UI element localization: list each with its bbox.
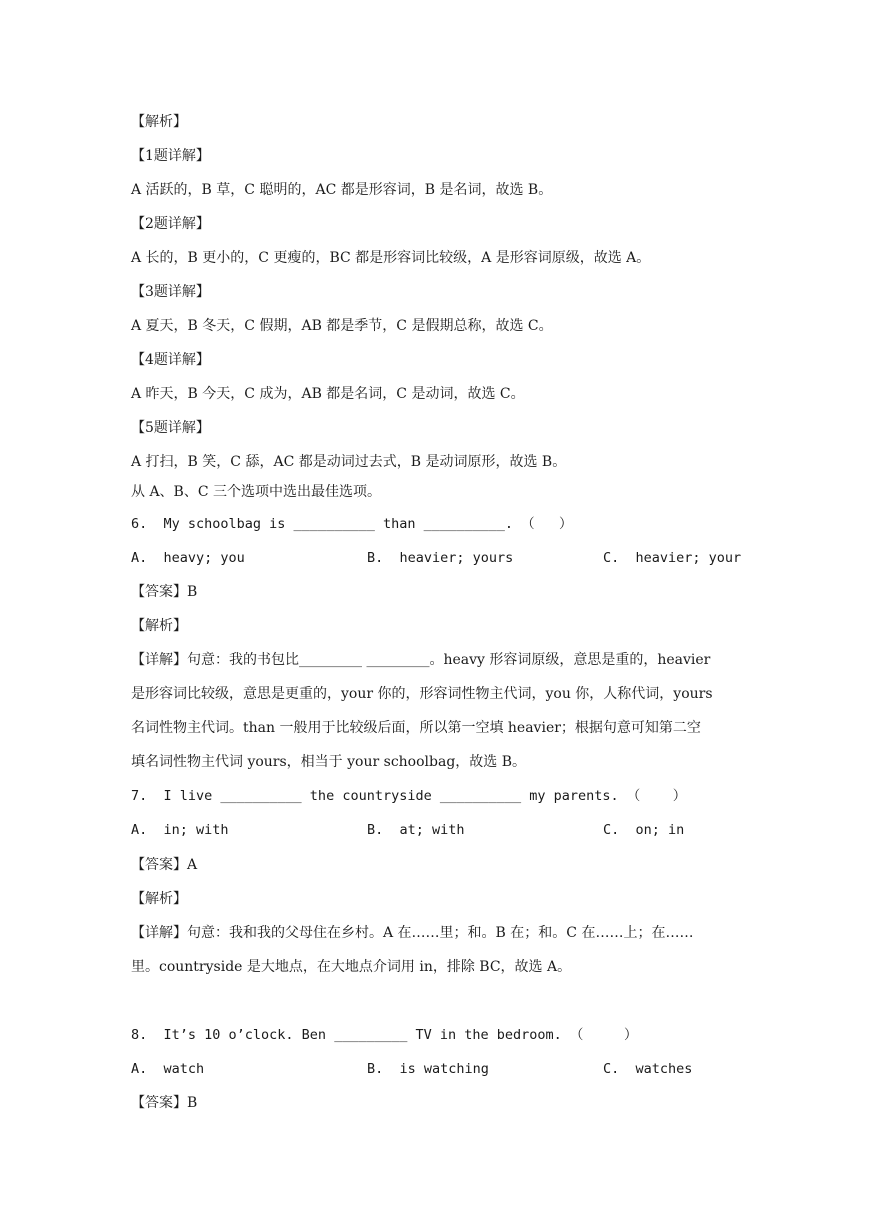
instruction: 从 A、B、C 三个选项中选出最佳选项。 [131, 484, 382, 500]
question-7-stem: 7. I live __________ the countryside __________ my parents. （ ） [131, 788, 687, 804]
question-7-detail-line: 【详解】句意：我和我的父母住在乡村。A 在……里；和。B 在；和。C 在……上；在…… [131, 925, 694, 941]
question-6-detail-line: 【详解】句意：我的书包比_________ _________。heavy 形容词原级，意思是重的，heavier [131, 652, 711, 668]
question-8-stem: 8. It’s 10 o’clock. Ben _________ TV in the bedroom. （ ） [131, 1027, 638, 1043]
question-7-detail-line: 里。countryside 是大地点，在大地点介词用 in，排除 BC，故选 A。 [131, 959, 572, 975]
question-6-detail-line: 是形容词比较级，意思是更重的，your 你的，形容词性物主代词，you 你，人称代词，yours [131, 686, 713, 702]
question-7-option-c: C. on; in [603, 822, 685, 838]
detail-3-text: A 夏天，B 冬天，C 假期，AB 都是季节，C 是假期总称，故选 C。 [131, 318, 553, 334]
question-6-stem: 6. My schoolbag is __________ than __________. （ ） [131, 516, 573, 532]
detail-5-header: 【5题详解】 [131, 420, 210, 436]
question-6-detail-line: 名词性物主代词。than 一般用于比较级后面，所以第一空填 heavier；根据句意可知第二空 [131, 720, 701, 736]
question-8-option-c: C. watches [603, 1061, 693, 1077]
detail-5-text: A 打扫，B 笑，C 舔，AC 都是动词过去式，B 是动词原形，故选 B。 [131, 454, 567, 470]
question-7-answer: 【答案】A [131, 857, 198, 873]
detail-2-text: A 长的，B 更小的，C 更瘦的，BC 都是形容词比较级，A 是形容词原级，故选 A。 [131, 250, 651, 266]
question-7-option-a: A. in; with [131, 822, 229, 838]
detail-2-header: 【2题详解】 [131, 216, 210, 232]
question-7-option-b: B. at; with [367, 822, 465, 838]
question-6-option-b: B. heavier; yours [367, 550, 514, 566]
question-6-analysis: 【解析】 [131, 618, 187, 634]
question-8-answer: 【答案】B [131, 1095, 198, 1111]
question-6-option-a: A. heavy; you [131, 550, 245, 566]
detail-4-header: 【4题详解】 [131, 352, 210, 368]
question-6-option-c: C. heavier; your [603, 550, 742, 566]
question-7-analysis: 【解析】 [131, 891, 187, 907]
detail-3-header: 【3题详解】 [131, 284, 210, 300]
detail-1-header: 【1题详解】 [131, 148, 210, 164]
question-6-detail-line: 填名词性物主代词 yours，相当于 your schoolbag，故选 B。 [131, 754, 527, 770]
detail-4-text: A 昨天，B 今天，C 成为，AB 都是名词，C 是动词，故选 C。 [131, 386, 525, 402]
question-8-option-a: A. watch [131, 1061, 205, 1077]
question-8-option-b: B. is watching [367, 1061, 489, 1077]
detail-1-text: A 活跃的，B 草，C 聪明的，AC 都是形容词，B 是名词，故选 B。 [131, 182, 553, 198]
question-6-answer: 【答案】B [131, 584, 198, 600]
section-header: 【解析】 [131, 114, 187, 130]
